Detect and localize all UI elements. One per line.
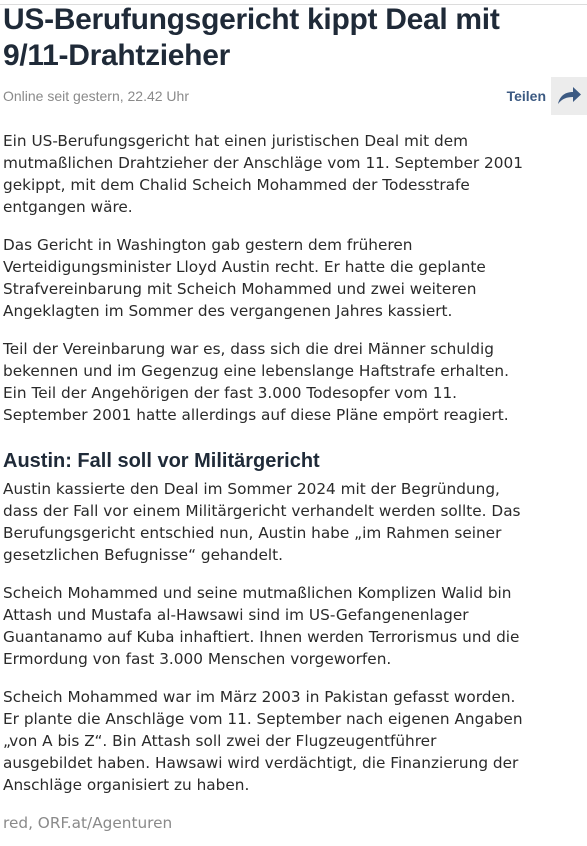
body-paragraph: Ein US-Berufungsgericht hat einen juristischen Deal mit dem mutmaßlichen Drahtzieher der Anschläge vom 11. September 2001 gekippt, mit dem Chalid Scheich Mohammed der Todesstrafe entgangen wäre.	[3, 132, 523, 216]
article	[3, 0, 587, 834]
share-label: Teilen	[506, 88, 546, 104]
body-paragraph: Scheich Mohammed war im März 2003 in Pakistan gefasst worden. Er plante die Anschläge vom 11. September nach eigenen Angaben „von A bis Z“. Bin Attash soll zwei der Flugzeugentführer ausgebildet haben. Hawsawi wird verdächtigt, die Finanzierung der Anschläge organisiert zu haben.	[3, 688, 523, 794]
article-meta	[3, 76, 587, 116]
body-paragraph: Das Gericht in Washington gab gestern dem früheren Verteidigungsminister Lloyd Austin recht. Er hatte die geplante Strafvereinbarung mit Scheich Mohammed und zwei weiteren Angeklagten im Sommer des vergangenen Jahres kassiert.	[3, 236, 486, 320]
article-body	[3, 130, 587, 834]
body-paragraph: Teil der Vereinbarung war es, dass sich die drei Männer schuldig bekennen und im Gegenzug eine lebenslange Haftstrafe erhalten. Ein Teil der Angehörigen der fast 3.000 Todesopfer vom 11. September 2001 hatte allerdings auf diese Pläne empört reagiert.	[3, 340, 509, 424]
section-heading: Austin: Fall soll vor Militärgericht	[3, 450, 320, 472]
share-button[interactable]	[507, 78, 587, 114]
article-headline: US-Berufungsgericht kippt Deal mit 9/11-Drahtzieher	[3, 3, 500, 72]
body-paragraph: Austin kassierte den Deal im Sommer 2024 mit der Begründung, dass der Fall vor einem Militärgericht verhandelt werden sollte. Das Berufungsgericht entschied nun, Austin habe „im Rahmen seiner gesetzlichen Befugnisse“ gehandelt.	[3, 480, 521, 564]
source-credit: red, ORF.at/Agenturen	[3, 814, 173, 832]
publish-timestamp: Online seit gestern, 22.42 Uhr	[3, 88, 189, 104]
share-arrow-icon[interactable]	[551, 77, 587, 115]
body-paragraph: Scheich Mohammed und seine mutmaßlichen Komplizen Walid bin Attash und Mustafa al-Hawsawi sind im US-Gefangenenlager Guantanamo auf Kuba inhaftiert. Ihnen werden Terrorismus und die Ermordung von fast 3.000 Menschen vorgeworfen.	[3, 584, 520, 668]
